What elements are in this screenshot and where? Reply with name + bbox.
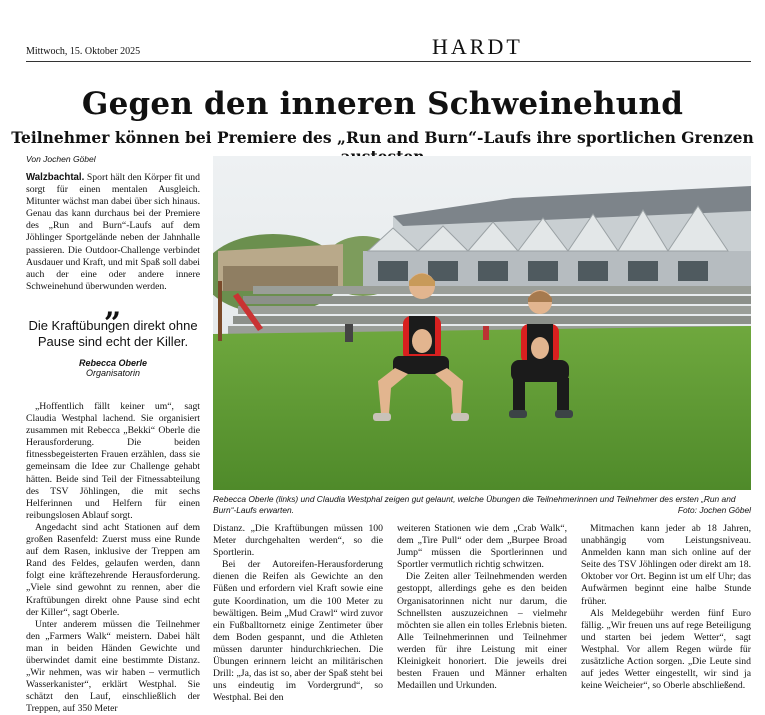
article-column-4 — [581, 523, 751, 692]
paragraph: Als Meldegebühr werden fünf Euro fällig. „Wir freuen uns auf rege Beteiligung und starten bei jedem Wetter“, sagt Westphal. Vor allem Regen würde für zusätzliche Action sorgen. „Die Leute sind auf jedes Wetter eingestellt, wir sind ja keine Weicheier“, so Oberle abschließend. — [581, 607, 751, 692]
paragraph: Bei der Autoreifen-Herausforderung dienen die Reifen als Gewichte an den Füßen und erfordern viel Kraft sowie eine gute Koordination, um die 100 Meter zu bewältigen. Beim „Mud Crawl“ wird zuvor ein Fußballtornetz einige Zentimeter über dem Boden gespannt, und die Athleten müssen darunter hindurchkriechen. Die Übungen erinnern leicht an militärischen Drill: „Ja, das ist so, aber der Spaß steht bei uns eindeutig im Vordergrund“, so Westphal. Bei den — [213, 559, 383, 704]
article-lead — [26, 172, 200, 293]
quote-author-role: Organisatorin — [85, 368, 141, 378]
section-title: HARDT — [432, 34, 523, 59]
article-column-2 — [213, 523, 383, 704]
header-rule — [26, 61, 751, 62]
quote-mark: „ — [104, 289, 122, 324]
pull-quote — [26, 289, 200, 378]
paragraph: Unter anderem müssen die Teilnehmer den „Farmers Walk“ meistern. Dabei hält man in beiden Händen Gewichte und überwindet damit eine bestimmte Distanz. „Wir nehmen, was wir haben – vermutlich Wasserkanister“, erklärt Westphal. Sie schätzt den Lauf, einschließlich der Treppen, auf 350 Meter — [26, 618, 200, 715]
article-photo — [213, 156, 751, 490]
lead-text: Sport hält den Körper fit und sorgt für einen mentalen Ausgleich. Mitunter wächst man dabei über sich hinaus. Genau das kann durchaus bei der Premiere des „Run and Burn“-Laufs auf dem Jöhlinger Sportgelände neben der Jahnhalle passieren. Die Outdoor-Challenge verbindet Ausdauer und Kraft, und mit Spaß soll dabei auch der eine oder andere innere Schweinehund überwunden werden. — [26, 172, 200, 292]
quote-text: Die Kraftübungen direkt ohne Pause sind echt der Killer. — [28, 318, 198, 349]
quote-author: Rebecca Oberle — [78, 358, 148, 368]
article-column-1 — [26, 401, 200, 715]
article-subheadline: Teilnehmer können bei Premiere des „Run and Burn“-Laufs ihre sportlichen Grenzen — [11, 128, 754, 147]
paragraph: Angedacht sind acht Stationen auf dem großen Rasenfeld: Zuerst muss eine Runde auf dem Rasen, inklusive der Treppen am Rand des Feldes, gelaufen werden, dann folgt eine kräftezehrende Herausforderung. „Viele sind gewohnt zu rennen, aber die Kraftübungen direkt ohne Pause sind echt der Killer“, sagt Oberle. — [26, 521, 200, 618]
paragraph: weiteren Stationen wie dem „Crab Walk“, dem „Tire Pull“ oder dem „Burpee Broad Jump“ müssen die Sportlerinnen und Sportler vermutlich richtig schwitzen. — [397, 523, 567, 571]
issue-date: Mittwoch, 15. Oktober 2025 — [26, 46, 141, 57]
photo-caption — [213, 494, 751, 515]
article-column-3 — [397, 523, 567, 692]
caption-text: Rebecca Oberle (links) und Claudia Westphal zeigen gut gelaunt, welche Übungen die Teilnehmerinnen und Teilnehmer des ersten „Run and Burn“-Laufs erwarten. — [213, 494, 736, 515]
article-headline: Gegen den inneren Schweinehund — [81, 86, 684, 122]
paragraph: Mitmachen kann jeder ab 18 Jahren, unabhängig vom Leistungsniveau. Anmelden kann man sich online auf der Seite des TSV Jöhlingen oder direkt am 18. Oktober vor Ort. Beginn ist um elf Uhr; das Aufwärmen beginnt eine halbe Stunde früher. — [581, 523, 751, 607]
photo-credit: Foto: Jochen Göbel — [677, 504, 751, 515]
paragraph: Distanz. „Die Kraftübungen müssen 100 Meter durchgehalten werden“, so die Sportlerin. — [213, 523, 383, 559]
dateline: Walzbachtal. — [26, 172, 85, 183]
paragraph: Die Zeiten aller Teilnehmenden werden gestoppt, allerdings gehe es den beiden Organisatorinnen nicht nur darum, die Schnellsten auszuzeichnen – vielmehr möchten sie allen ein tolles Erlebnis bieten. Alle Teilnehmerinnen und Teilnehmer werden für ihre Leistung mit einer Kleinigkeit honoriert. Die jeweils drei besten Frauen und Männer erhalten Medaillen und Urkunden. — [397, 571, 567, 692]
paragraph: „Hoffentlich fällt keiner um“, sagt Claudia Westphal lachend. Sie organisiert zusammen mit Rebecca „Bekki“ Oberle die Herausforderung. Die beiden fitnessbegeisterten Frauen erzählen, dass sie gemeinsam die Idee zur Challenge gehabt hätten. Beide sind Teil der Fitnessabteilung des TSV Jöhlingen, die mit sechs Helferinnen und Helfern für einen reibungslosen Ablauf sorgt. — [26, 401, 200, 521]
byline: Von Jochen Göbel — [26, 154, 96, 164]
